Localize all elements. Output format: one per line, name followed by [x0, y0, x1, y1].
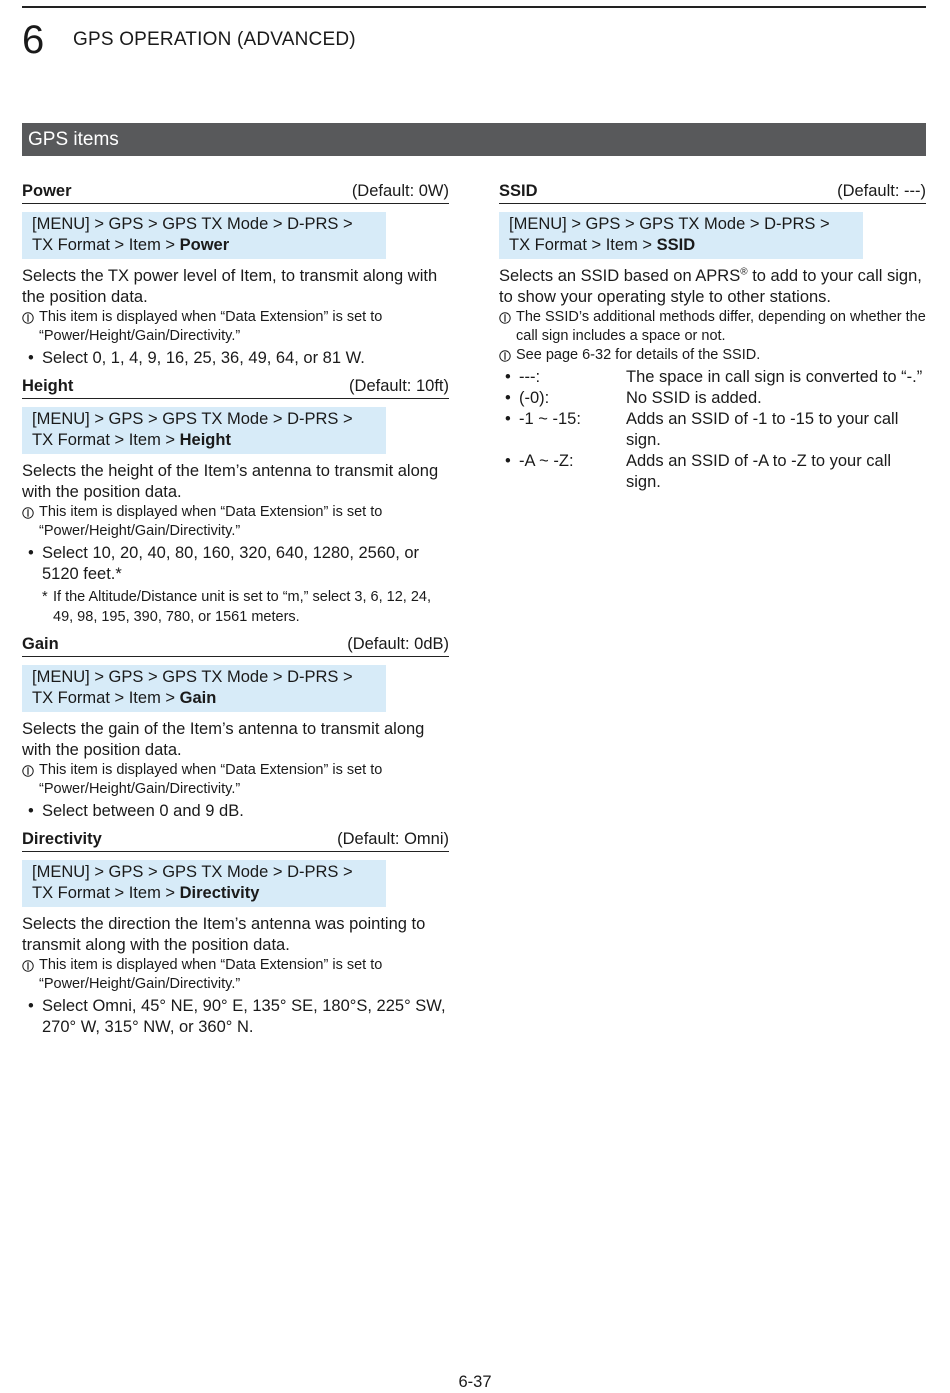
- menu-path-item: Height: [179, 431, 231, 449]
- gain-menu-path: [22, 665, 386, 712]
- info-icon: [22, 312, 34, 324]
- power-default: (Default: 0W): [351, 182, 449, 200]
- directivity-item: [22, 829, 449, 1038]
- menu-path-line1: [MENU] > GPS > GPS TX Mode > D-PRS >: [32, 668, 353, 686]
- info-note-text-2: “Power/Height/Gain/Directivity.”: [39, 781, 241, 797]
- menu-path-line1: [MENU] > GPS > GPS TX Mode > D-PRS >: [32, 863, 353, 881]
- ssid-description: [499, 266, 926, 308]
- ssid-option-row: [499, 451, 926, 493]
- power-menu-path: [22, 212, 386, 259]
- directivity-heading: [22, 829, 449, 852]
- menu-path-item: Gain: [179, 689, 217, 707]
- bullet-dot: •: [28, 997, 34, 1015]
- gain-default: (Default: 0dB): [347, 635, 449, 653]
- gain-info-note: [22, 761, 449, 799]
- height-default: (Default: 10ft): [349, 377, 449, 395]
- power-option-bullet: [22, 348, 449, 369]
- gain-title: Gain: [22, 635, 59, 653]
- directivity-title: Directivity: [22, 830, 102, 848]
- height-item: [22, 376, 449, 627]
- info-icon: [22, 765, 34, 777]
- info-icon: [22, 507, 34, 519]
- ssid-option-key: (-0):: [519, 389, 550, 407]
- info-icon: [22, 960, 34, 972]
- gain-item: [22, 634, 449, 822]
- directivity-default: (Default: Omni): [337, 830, 449, 848]
- ssid-options-list: [499, 367, 926, 493]
- chapter-title: GPS OPERATION (ADVANCED): [73, 29, 356, 50]
- footnote-text: If the Altitude/Distance unit is set to “m,” select 3, 6, 12, 24, 49, 98, 195, 390, 780, or 1561 meters.: [53, 589, 431, 625]
- registered-mark: ®: [740, 266, 748, 278]
- gain-option-bullet: [22, 801, 449, 822]
- info-note-text: This item is displayed when “Data Extension” is set to: [39, 504, 383, 520]
- bullet-dot: •: [505, 389, 511, 407]
- menu-path-line2: TX Format > Item >: [32, 689, 180, 707]
- directivity-option-bullet: [22, 996, 449, 1038]
- ssid-option-key: -A ~ -Z:: [519, 452, 574, 470]
- info-note-text: This item is displayed when “Data Extension” is set to: [39, 957, 383, 973]
- menu-path-item: Directivity: [179, 884, 260, 902]
- height-info-note: [22, 503, 449, 541]
- ssid-info-note-1: [499, 308, 926, 346]
- height-menu-path: [22, 407, 386, 454]
- power-heading: [22, 181, 449, 204]
- footnote-asterisk: *: [42, 589, 48, 605]
- info-note-text-2: “Power/Height/Gain/Directivity.”: [39, 976, 241, 992]
- menu-path-line1: [MENU] > GPS > GPS TX Mode > D-PRS >: [32, 215, 353, 233]
- info-note-text-2: “Power/Height/Gain/Directivity.”: [39, 328, 241, 344]
- ssid-desc-part1: Selects an SSID based on APRS: [499, 267, 741, 285]
- info-note-text: This item is displayed when “Data Extension” is set to: [39, 762, 383, 778]
- ssid-option-row: [499, 409, 926, 451]
- menu-path-item: SSID: [656, 236, 696, 254]
- height-title: Height: [22, 377, 74, 395]
- ssid-desc-part2: to add to your call sign, to show your operating style to other stations.: [499, 267, 922, 306]
- menu-path-line2: TX Format > Item >: [509, 236, 657, 254]
- left-column: [22, 181, 449, 1045]
- power-description: Selects the TX power level of Item, to transmit along with the position data.: [22, 267, 438, 306]
- menu-path-line1: [MENU] > GPS > GPS TX Mode > D-PRS >: [32, 410, 353, 428]
- height-description: Selects the height of the Item’s antenna to transmit along with the position data.: [22, 462, 439, 501]
- height-option-bullet: [22, 543, 449, 585]
- height-footnote: [22, 587, 449, 627]
- ssid-default: (Default: ---): [837, 182, 926, 200]
- menu-path-item: Power: [179, 236, 230, 254]
- ssid-option-value: No SSID is added.: [626, 389, 762, 407]
- ssid-note-1-text: The SSID’s additional methods differ, depending on whether the call sign includes a space or not.: [516, 309, 926, 344]
- info-icon: [499, 312, 511, 324]
- right-column: [499, 181, 926, 500]
- bullet-dot: •: [28, 544, 34, 562]
- menu-path-line2: TX Format > Item >: [32, 236, 180, 254]
- directivity-info-note: [22, 956, 449, 994]
- ssid-option-value: Adds an SSID of -1 to -15 to your call sign.: [626, 410, 899, 449]
- bullet-dot: •: [28, 349, 34, 367]
- chapter-number: 6: [22, 18, 45, 62]
- directivity-menu-path: [22, 860, 386, 907]
- ssid-option-value: Adds an SSID of -A to -Z to your call sign.: [626, 452, 892, 491]
- ssid-heading: [499, 181, 926, 204]
- gain-description: Selects the gain of the Item’s antenna to transmit along with the position data.: [22, 720, 425, 759]
- bullet-dot: •: [505, 368, 511, 386]
- gain-heading: [22, 634, 449, 657]
- ssid-note-2-text: See page 6-32 for details of the SSID.: [516, 347, 761, 363]
- menu-path-line2: TX Format > Item >: [32, 431, 180, 449]
- ssid-option-row: [499, 367, 926, 388]
- ssid-title: SSID: [499, 182, 538, 200]
- ssid-option-value: The space in call sign is converted to “-.”: [626, 368, 923, 386]
- top-rule: [22, 6, 926, 8]
- gain-options: Select between 0 and 9 dB.: [42, 802, 244, 820]
- ssid-menu-path: [499, 212, 863, 259]
- info-icon: [499, 350, 511, 362]
- info-note-text-2: “Power/Height/Gain/Directivity.”: [39, 523, 241, 539]
- bullet-dot: •: [505, 410, 511, 428]
- power-info-note: [22, 308, 449, 346]
- directivity-options: Select Omni, 45° NE, 90° E, 135° SE, 180°S, 225° SW, 270° W, 315° NW, or 360° N.: [42, 997, 446, 1036]
- height-options: Select 10, 20, 40, 80, 160, 320, 640, 1280, 2560, or 5120 feet.*: [42, 544, 420, 583]
- ssid-item: [499, 181, 926, 493]
- menu-path-line1: [MENU] > GPS > GPS TX Mode > D-PRS >: [509, 215, 830, 233]
- menu-path-line2: TX Format > Item >: [32, 884, 180, 902]
- bullet-dot: •: [505, 452, 511, 470]
- power-item: [22, 181, 449, 369]
- section-title: GPS items: [22, 123, 926, 156]
- directivity-description: Selects the direction the Item’s antenna was pointing to transmit along with the position data.: [22, 915, 426, 954]
- bullet-dot: •: [28, 802, 34, 820]
- page-number: 6-37: [458, 1373, 492, 1391]
- ssid-option-key: -1 ~ -15:: [519, 410, 581, 428]
- power-options: Select 0, 1, 4, 9, 16, 25, 36, 49, 64, or 81 W.: [42, 349, 365, 367]
- info-note-text: This item is displayed when “Data Extension” is set to: [39, 309, 383, 325]
- power-title: Power: [22, 182, 72, 200]
- ssid-option-key: ---:: [519, 368, 541, 386]
- ssid-info-note-2: [499, 346, 926, 365]
- height-heading: [22, 376, 449, 399]
- ssid-option-row: [499, 388, 926, 409]
